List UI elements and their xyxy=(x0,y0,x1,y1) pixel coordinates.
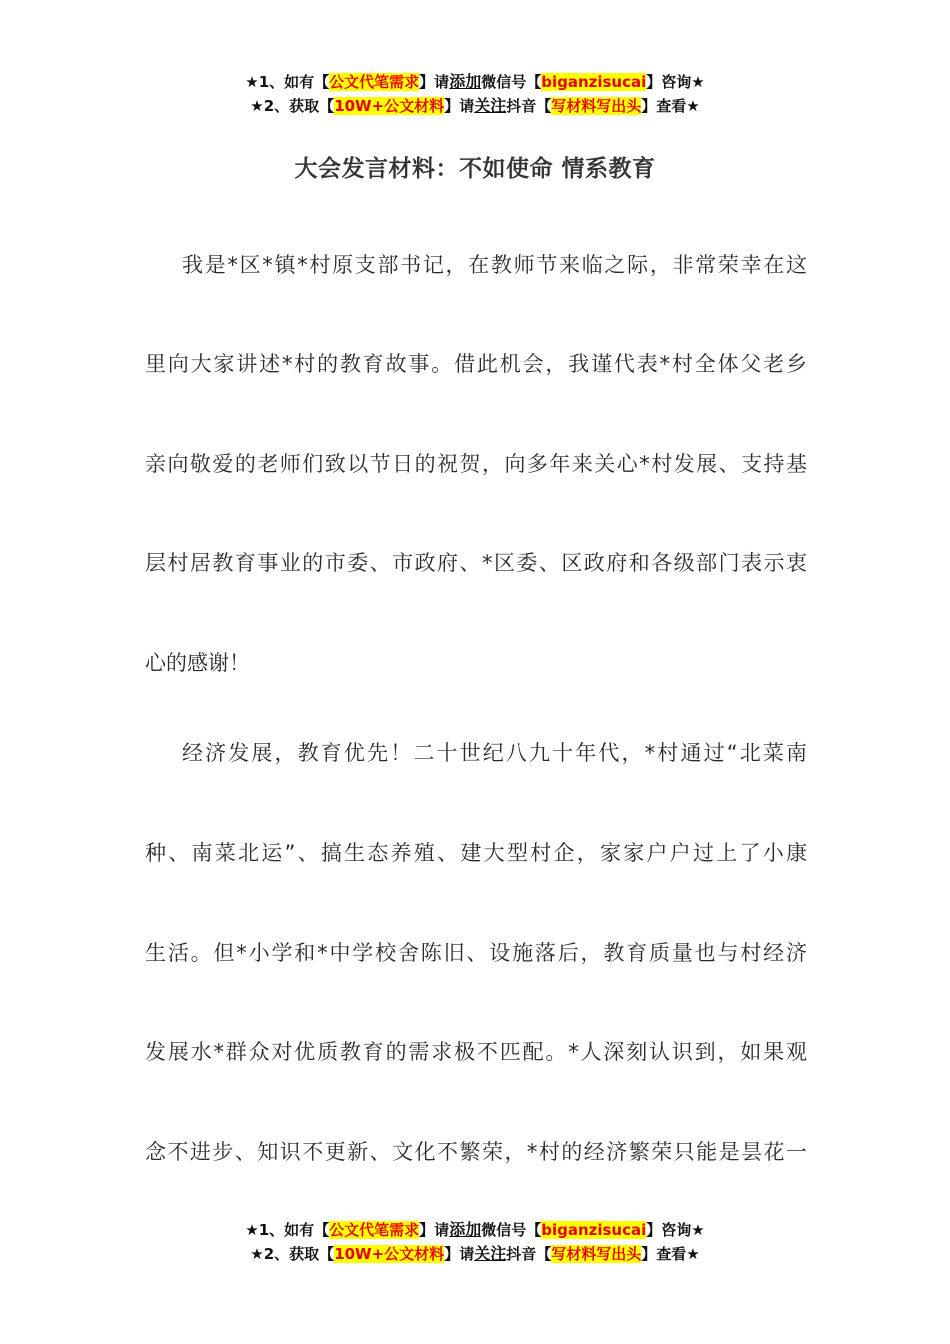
banner-text: ★2、获取【 xyxy=(250,97,335,115)
banner-highlight: 写材料写出头 xyxy=(551,97,642,115)
banner-text: 】查看★ xyxy=(641,1245,700,1263)
banner-line-1 xyxy=(0,1218,950,1242)
banner-text: 】请 xyxy=(444,1245,475,1263)
paragraph-line: 发展水*群众对优质教育的需求极不匹配。*人深刻认识到，如果观 xyxy=(145,1040,807,1064)
banner-text: 】查看★ xyxy=(641,97,700,115)
banner-line-1 xyxy=(0,70,950,94)
banner-underline: 添加 xyxy=(449,1220,482,1239)
banner-text: 抖音【 xyxy=(506,97,552,115)
document-title: 大会发言材料：不如使命 情系教育 xyxy=(294,156,656,182)
banner-text: 】请 xyxy=(419,1221,450,1239)
footer-banner xyxy=(0,1218,950,1266)
paragraph-line: 生活。但*小学和*中学校舍陈旧、设施落后，教育质量也与村经济 xyxy=(145,941,807,965)
banner-text: 微信号【 xyxy=(481,73,542,91)
banner-line-2 xyxy=(0,94,950,118)
paragraph-line: 我是*区*镇*村原支部书记，在教师节来临之际，非常荣幸在这 xyxy=(182,253,807,277)
paragraph-line: 里向大家讲述*村的教育故事。借此机会，我谨代表*村全体父老乡 xyxy=(145,352,807,376)
banner-text: 】咨询★ xyxy=(646,73,705,91)
banner-text: ★2、获取【 xyxy=(250,1245,335,1263)
paragraph-line: 种、南菜北运”、搞生态养殖、建大型村企，家家户户过上了小康 xyxy=(145,841,807,865)
banner-highlight: biganzisucai xyxy=(541,1221,647,1239)
paragraph-line: 念不进步、知识不更新、文化不繁荣，*村的经济繁荣只能是昙花一 xyxy=(145,1140,807,1164)
banner-underline: 关注 xyxy=(474,1244,507,1263)
banner-underline: 关注 xyxy=(474,96,507,115)
banner-highlight: 写材料写出头 xyxy=(551,1245,642,1263)
paragraph-line: 层村居教育事业的市委、市政府、*区委、区政府和各级部门表示衷 xyxy=(145,551,807,575)
banner-text: 抖音【 xyxy=(506,1245,552,1263)
paragraph-line: 经济发展，教育优先！二十世纪八九十年代，*村通过“北菜南 xyxy=(182,741,807,765)
banner-line-2 xyxy=(0,1242,950,1266)
banner-text: 】咨询★ xyxy=(646,1221,705,1239)
paragraph-line: 心的感谢！ xyxy=(145,651,250,675)
banner-text: ★1、如有【 xyxy=(245,73,330,91)
banner-text: 微信号【 xyxy=(481,1221,542,1239)
banner-highlight: 10W+公文材料 xyxy=(334,97,445,115)
banner-highlight: 公文代笔需求 xyxy=(329,73,420,91)
banner-underline: 添加 xyxy=(449,72,482,91)
banner-highlight: 公文代笔需求 xyxy=(329,1221,420,1239)
banner-highlight: 10W+公文材料 xyxy=(334,1245,445,1263)
paragraph-line: 亲向敬爱的老师们致以节日的祝贺，向多年来关心*村发展、支持基 xyxy=(145,452,807,476)
banner-highlight: biganzisucai xyxy=(541,73,647,91)
header-banner xyxy=(0,70,950,118)
banner-text: 】请 xyxy=(419,73,450,91)
banner-text: ★1、如有【 xyxy=(245,1221,330,1239)
banner-text: 】请 xyxy=(444,97,475,115)
